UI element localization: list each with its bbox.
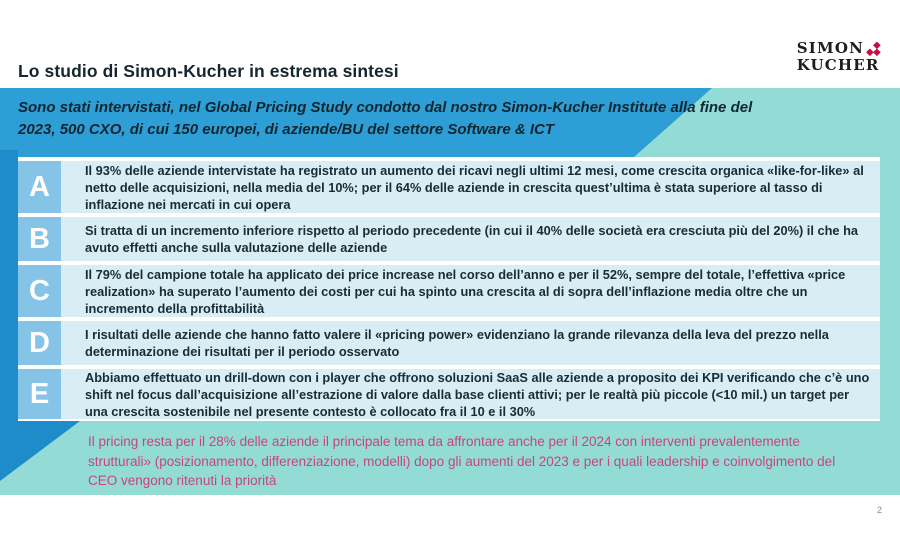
list-item-e <box>18 369 880 419</box>
simon-kucher-logo <box>797 40 882 73</box>
list-item-c <box>18 265 880 317</box>
row-letter-badge: A <box>18 161 61 213</box>
list-item-d <box>18 321 880 365</box>
row-letter-badge: E <box>18 369 61 419</box>
row-letter-badge: C <box>18 265 61 317</box>
row-text: Il 93% delle aziende intervistate ha registrato un aumento dei ricavi negli ultimi 12 mesi, come crescita organica «like-for-like» al netto delle acquisizioni, nella media del 10%; per il 64% delle aziende in crescita quest’ultima è stata superiore al tasso di inflazione nei mercati in cui opera <box>61 161 880 213</box>
page-title: Lo studio di Simon-Kucher in estrema sintesi <box>18 61 399 81</box>
logo-text-simon: SIMON <box>796 39 864 57</box>
row-text: Abbiamo effettuato un drill-down con i player che offrono soluzioni SaaS alle aziende a proposito dei KPI verificando che c’è uno shift nel focus dall’acquisizione all’estrazione di valore dalla base clienti attivi; per le realtà più piccole (<10 mil.) un target per una crescita sostenibile nel presente contesto è collocato fra il 10 e il 30% <box>61 369 880 419</box>
logo-text-kucher: KUCHER <box>796 56 880 74</box>
three-diamonds-icon <box>866 42 882 57</box>
intro-banner-text <box>18 97 858 141</box>
row-letter-badge: B <box>18 217 61 261</box>
list-item-b <box>18 217 880 261</box>
intro-banner-line-1: Sono stati intervistati, nel Global Pricing Study condotto dal nostro Simon-Kucher Institute alla fine del <box>18 99 753 116</box>
page-number: 2 <box>876 505 882 515</box>
intro-banner-line-2: 2023, 500 CXO, di cui 150 europei, di aziende/BU del settore Software & ICT <box>18 121 555 138</box>
row-text: Il 79% del campione totale ha applicato dei price increase nel corso dell’anno e per il 52%, sempre del totale, l’effettiva «price realization» ha superato l’aumento dei costi per cui ha spinto una crescita al di sopra dell’inflazione media oltre che un incremento della profittabilità <box>61 265 880 317</box>
row-text: I risultati delle aziende che hanno fatto valere il «pricing power» evidenziano la grande rilevanza della leva del prezzo nella determinazione dei risultati per il periodo osservato <box>61 321 880 365</box>
row-text: Si tratta di un incremento inferiore rispetto al periodo precedente (in cui il 40% delle società era cresciuta più del 20%) il che ha avuto effetti anche sulla valutazione delle aziende <box>61 217 880 261</box>
footnote-text: Il pricing resta per il 28% delle aziende il principale tema da affrontare anche per il 2024 con interventi prevalentemente strutturali» (posizionamento, differenziazione, modelli) dopo gli aumenti del 2023 e per i quali leadership e coinvolgimento del CEO vengono ritenuti la priorità <box>88 434 836 488</box>
list-item-a <box>18 161 880 213</box>
row-letter-badge: D <box>18 321 61 365</box>
left-accent-stripe <box>0 150 18 421</box>
